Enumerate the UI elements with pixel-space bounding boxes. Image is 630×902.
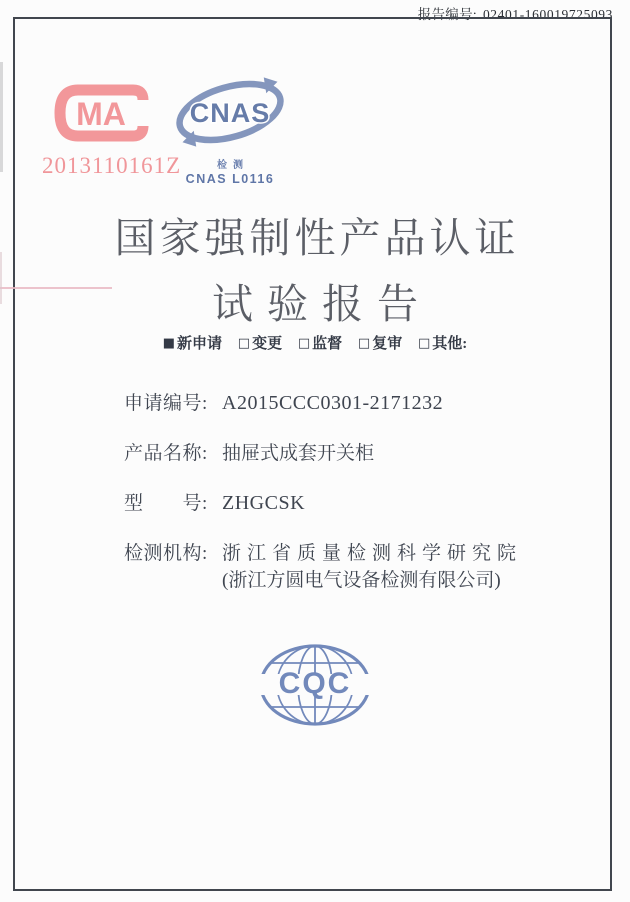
report-number-label: 报告编号: [417,7,477,22]
cma-logo-block [42,80,182,179]
cma-letters: MA [76,96,126,132]
cnas-letters: CNAS [189,98,271,128]
field-application-number [124,388,443,415]
page-title-line1: 国家强制性产品认证 [114,215,520,261]
scan-artifact-edge [0,62,3,172]
apply-type-other [418,336,467,352]
field-label: 产品名称: [124,443,208,464]
page-title-line2: 试验报告 [212,281,432,327]
cnas-logo-icon [168,74,292,150]
apply-type-new [163,336,222,352]
field-label: 检测机构: [124,543,208,564]
field-value: ZHGCSK [222,492,306,514]
cnas-accreditation-number: CNAS L0116 [185,172,275,186]
apply-type-label: 变更 [252,336,283,352]
apply-type-label: 新申请 [177,336,223,352]
field-test-organization-line2: (浙江方圆电气设备检测有限公司) [222,570,501,591]
field-label: 申请编号: [124,393,208,414]
apply-type-label: 监督 [312,336,343,352]
apply-type-row [0,332,630,353]
apply-type-label: 复审 [372,336,403,352]
apply-type-review [358,336,402,352]
cnas-category-label: 检测 [217,160,249,171]
cma-logo-icon [50,80,154,146]
field-product-name [124,438,374,465]
checkbox-checked-icon: ■ [162,336,176,351]
checkbox-unchecked-icon: □ [297,336,311,351]
checkbox-unchecked-icon: □ [357,336,371,351]
field-model [124,488,305,515]
field-test-organization [124,538,522,565]
field-label: 型 号: [124,493,208,514]
apply-type-label: 其他: [432,336,468,352]
report-number-value: 02401-160019725093 [482,7,613,22]
apply-type-supervision [298,336,342,352]
scan-artifact-line [0,287,112,289]
cqc-logo-block [257,642,373,733]
cqc-letters: CQC [278,667,352,700]
field-value: 抽屉式成套开关柜 [222,443,375,464]
cma-cert-number: 2013110161Z [42,153,182,178]
field-value: 浙江省质量检测科学研究院 [222,543,523,564]
checkbox-unchecked-icon: □ [417,336,431,351]
field-value: A2015CCC0301-2171232 [222,392,444,414]
checkbox-unchecked-icon: □ [237,336,251,351]
cqc-logo-icon [257,642,373,728]
scan-artifact-edge [0,252,2,304]
apply-type-change [238,336,282,352]
cnas-logo-block [168,74,292,186]
